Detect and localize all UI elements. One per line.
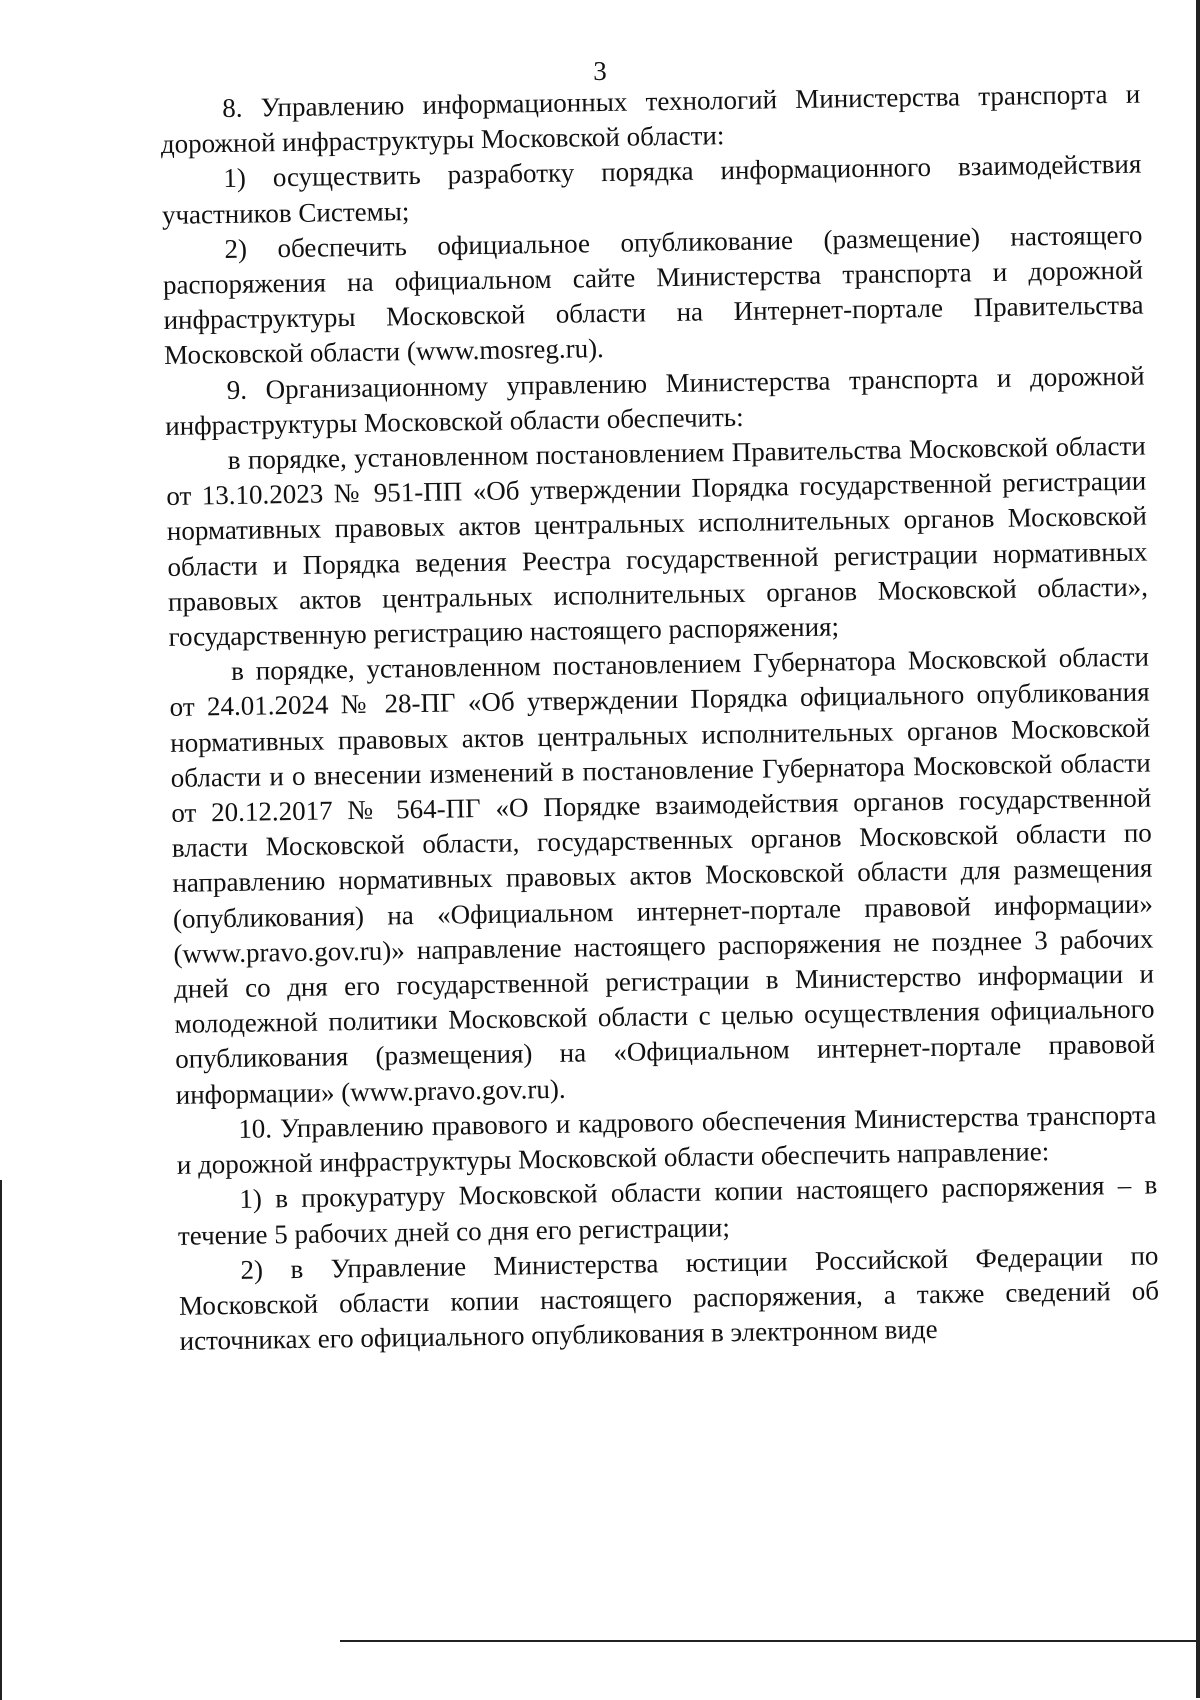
- paragraph-registration: в порядке, установленном постановлением Правительства Московской области от 13.10.2023 № 951-ПП «Об утверждении Порядка государственной регистрации нормативных правовых актов центральных исполнительных органов Московской области и Порядка ведения Реестра государственной регистрации нормативных правовых актов центральных исполнительных органов Московской области», государственную регистрацию настоящего распоряжения;: [166, 430, 1149, 652]
- paragraph-subitem-10-1: 1) в прокуратуру Московской области копии настоящего распоряжения – в течение 5 рабочих дней со дня его регистрации;: [177, 1169, 1158, 1251]
- paragraph-subitem-8-1: 1) осуществить разработку порядка информационного взаимодействия участников Системы;: [161, 149, 1142, 230]
- paragraph-subitem-10-2: 2) в Управление Министерства юстиции Российской Федерации по Московской области копии настоящего распоряжения, а также сведений об источниках его официального опубликования в электронном виде: [178, 1240, 1160, 1356]
- paragraph-publication: в порядке, установленном постановлением Губернатора Московской области от 24.01.2024 № 28-ПГ «Об утверждении Порядка официального опубликования нормативных правовых актов центральных исполнительных органов Московской области и о внесении изменений в постановление Губернатора Московской области от 20.12.2017 № 564-ПГ «О Порядке взаимодействия органов государственной власти Московской области, государственных органов Московской области по направлению нормативных правовых актов Московской области для размещения (опубликования) на «Официальном интернет-портале правовой информации» (www.pravo.gov.ru)» направление настоящего распоряжения не позднее 3 рабочих дней со дня его государственной регистрации в Министерство информации и молодежной политики Московской области с целью осуществления официального опубликования (размещения) на «Официальном интернет-портале правовой информации» (www.pravo.gov.ru).: [169, 641, 1156, 1110]
- scan-edge-bottom: [340, 1640, 1200, 1642]
- scan-edge-right: [1196, 0, 1200, 1698]
- scan-edge-left: [0, 1180, 2, 1700]
- page-number: 3: [593, 56, 607, 86]
- paragraph-subitem-8-2: 2) обеспечить официальное опубликование (размещение) настоящего распоряжения на официальном сайте Министерства транспорта и дорожной инфраструктуры Московской области на Интернет-портале Правительства Московской области (www.mosreg.ru).: [162, 219, 1144, 371]
- paragraph-item-8: 8. Управлению информационных технологий Министерства транспорта и дорожной инфраструктуры Московской области:: [160, 78, 1141, 160]
- paragraph-item-9: 9. Организационному управлению Министерства транспорта и дорожной инфраструктуры Московской области обеспечить:: [165, 360, 1145, 441]
- document-body: [160, 77, 1160, 1360]
- paragraph-item-10: 10. Управлению правового и кадрового обеспечения Министерства транспорта и дорожной инфраструктуры Московской области обеспечить направление:: [176, 1099, 1157, 1180]
